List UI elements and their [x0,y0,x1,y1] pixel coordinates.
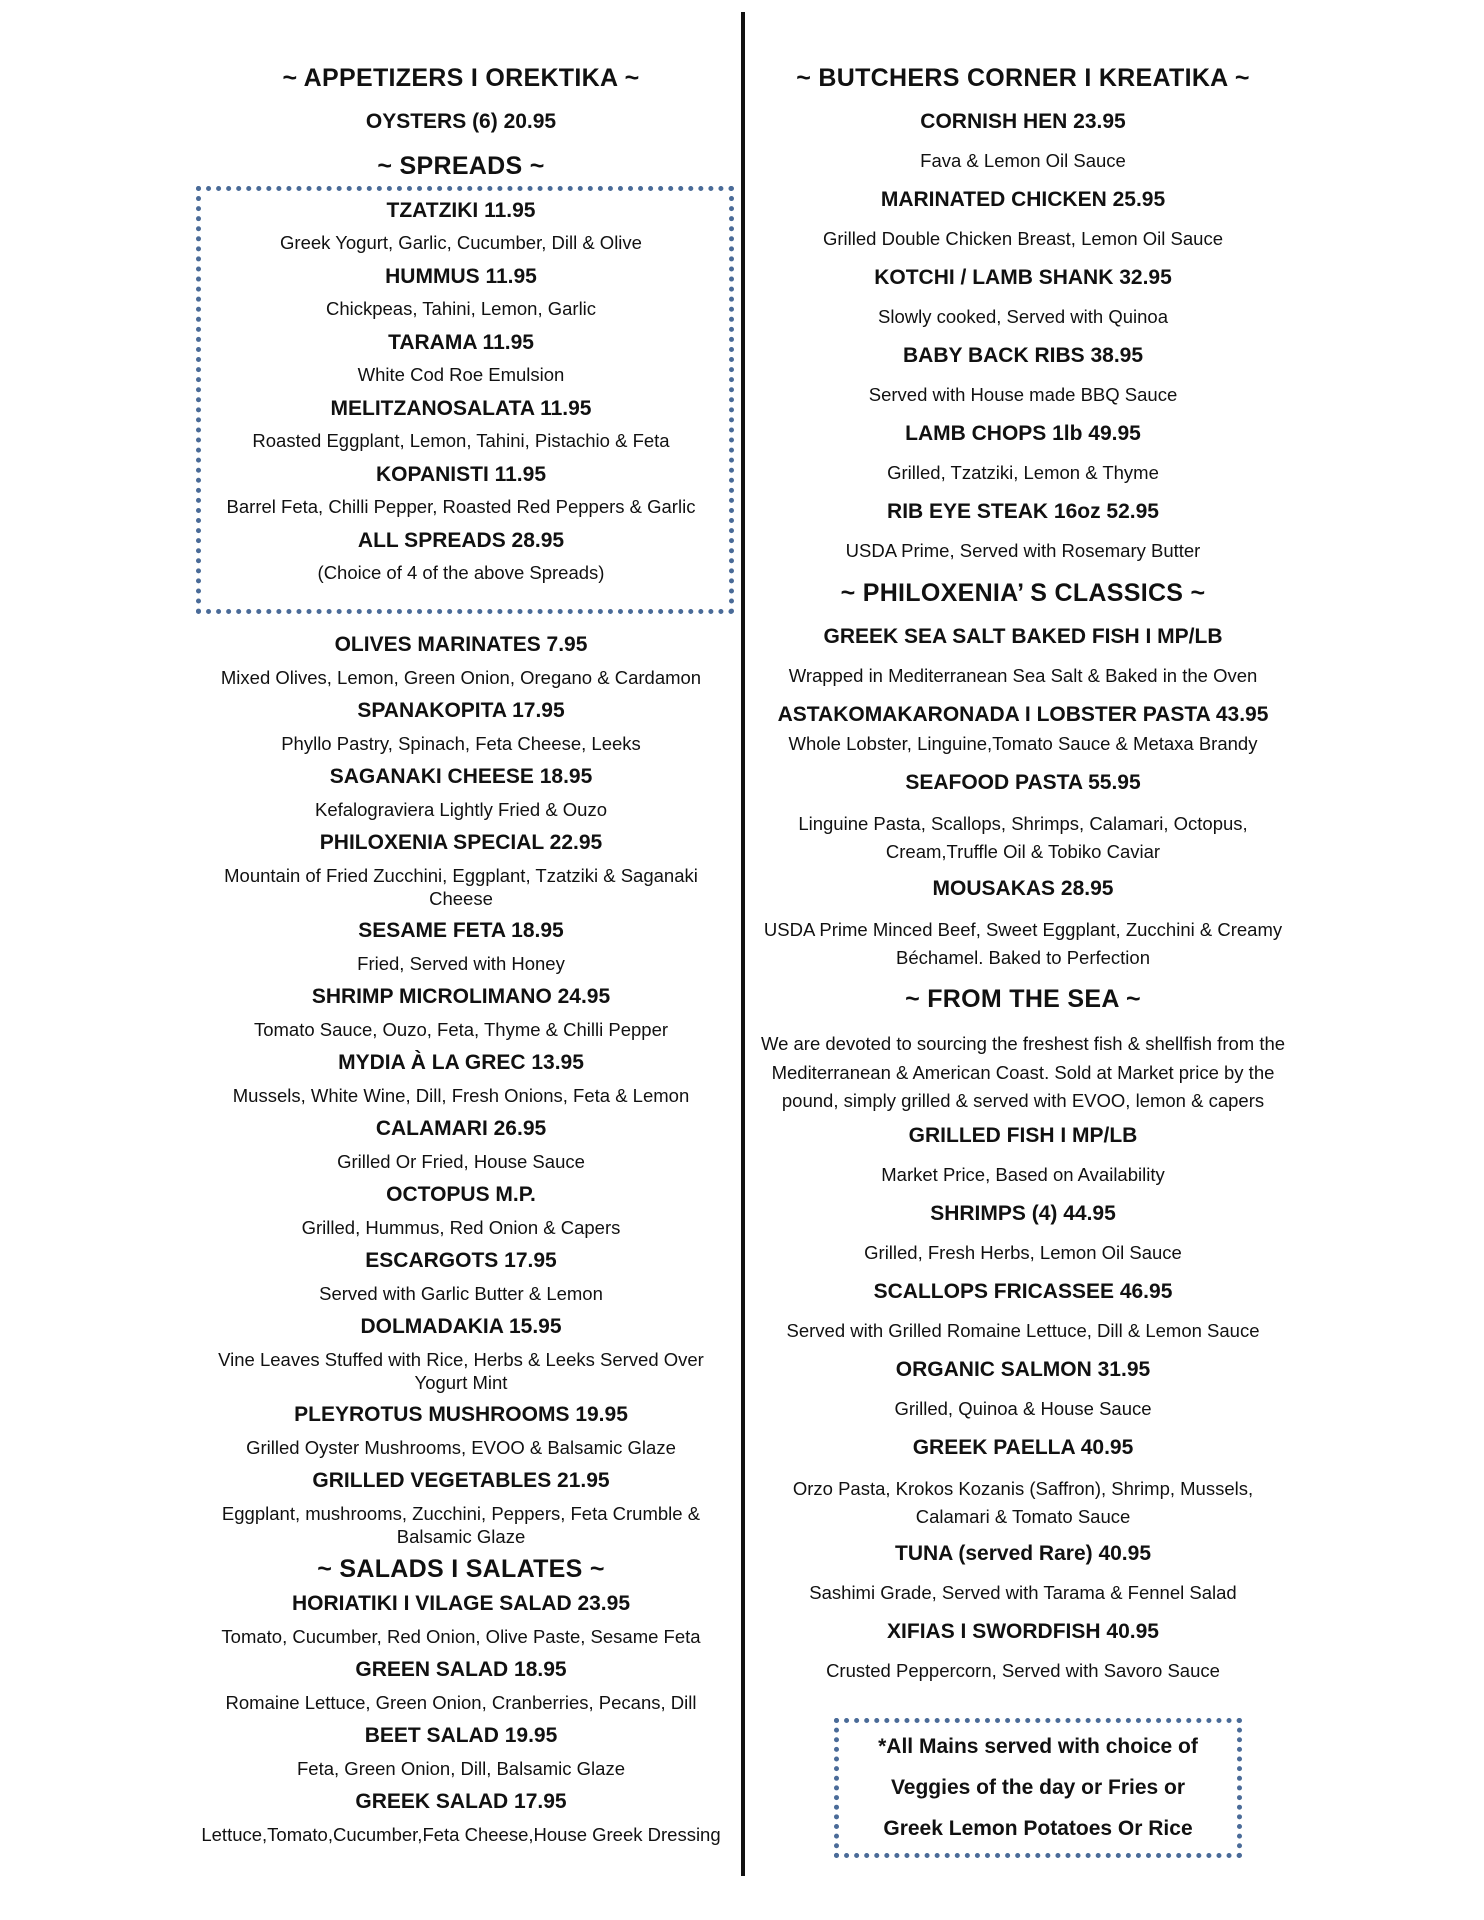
spread-name: TZATZIKI 11.95 [386,199,536,222]
salad-desc: Feta, Green Onion, Dill, Balsamic Glaze [297,1758,625,1779]
sea-item-name: ORGANIC SALMON 31.95 [895,1358,1151,1381]
salad-name: HORIATIKI I VILAGE SALAD 23.95 [292,1592,630,1615]
sea-item-desc: Sashimi Grade, Served with Tarama & Fennel Salad [809,1582,1237,1603]
butcher-item-name: BABY BACK RIBS 38.95 [902,344,1144,367]
sea-item-name: TUNA (served Rare) 40.95 [895,1542,1151,1565]
menu-item-desc: Grilled Or Fried, House Sauce [337,1151,585,1172]
sea-item-desc: Market Price, Based on Availability [881,1164,1165,1185]
sea-item-desc: Crusted Peppercorn, Served with Savoro Sauce [826,1660,1220,1681]
butcher-item-name: CORNISH HEN 23.95 [920,110,1126,133]
classic-item-name: SEAFOOD PASTA 55.95 [905,771,1141,794]
classic-item-desc: USDA Prime Minced Beef, Sweet Eggplant, Zucchini & Creamy Béchamel. Baked to Perfection [763,919,1283,968]
salad-name: GREEK SALAD 17.95 [355,1790,567,1813]
butcher-item-name: LAMB CHOPS 1lb 49.95 [905,422,1141,445]
menu-item-name: PLEYROTUS MUSHROOMS 19.95 [294,1403,628,1426]
sea-item-name: GREEK PAELLA 40.95 [912,1436,1134,1459]
sea-item-desc: Orzo Pasta, Krokos Kozanis (Saffron), Shrimp, Mussels, Calamari & Tomato Sauce [792,1478,1254,1527]
classic-item-name: ASTAKOMAKARONADA I LOBSTER PASTA 43.95 [777,703,1269,726]
butcher-item-desc: Fava & Lemon Oil Sauce [920,150,1126,171]
menu-item-desc: Grilled, Hummus, Red Onion & Capers [301,1217,621,1238]
menu-item-name: SAGANAKI CHEESE 18.95 [329,765,593,788]
butcher-item-desc: Grilled Double Chicken Breast, Lemon Oil Sauce [823,228,1223,249]
menu-item-desc: Tomato Sauce, Ouzo, Feta, Thyme & Chilli Pepper [253,1019,669,1040]
sea-intro: We are devoted to sourcing the freshest fish & shellfish from the Mediterranean & American Coast. Sold at Market price by the pound, simply grilled & served with EVOO, lemon & capers [760,1033,1286,1111]
menu-item-name: SPANAKOPITA 17.95 [357,699,565,722]
sea-item-name: GRILLED FISH I MP/LB [908,1124,1138,1147]
sea-header: ~ FROM THE SEA ~ [905,985,1141,1013]
menu-item-desc: Kefalograviera Lightly Fried & Ouzo [314,799,608,820]
spreads-header: ~ SPREADS ~ [377,152,545,180]
salad-desc: Romaine Lettuce, Green Onion, Cranberries, Pecans, Dill [225,1692,697,1713]
menu-item-name: DOLMADAKIA 15.95 [360,1315,562,1338]
menu-item-desc: Mussels, White Wine, Dill, Fresh Onions, Feta & Lemon [232,1085,690,1106]
butcher-item-desc: Slowly cooked, Served with Quinoa [878,306,1168,327]
menu-item-desc: Served with Garlic Butter & Lemon [319,1283,603,1304]
menu-item-desc: Vine Leaves Stuffed with Rice, Herbs & Leeks Served Over Yogurt Mint [218,1349,704,1393]
mains-note-line: *All Mains served with choice of [878,1735,1198,1758]
menu-item-name: PHILOXENIA SPECIAL 22.95 [319,831,603,854]
classic-item-desc: Whole Lobster, Linguine,Tomato Sauce & Metaxa Brandy [788,733,1258,754]
menu-item-name: GRILLED VEGETABLES 21.95 [312,1469,610,1492]
butchers-header: ~ BUTCHERS CORNER I KREATIKA ~ [796,64,1250,92]
spread-name: TARAMA 11.95 [388,331,534,354]
butcher-item-desc: Grilled, Tzatziki, Lemon & Thyme [887,462,1159,483]
salad-desc: Tomato, Cucumber, Red Onion, Olive Paste, Sesame Feta [221,1626,701,1647]
classics-header: ~ PHILOXENIA’ S CLASSICS ~ [840,579,1206,607]
spread-name: HUMMUS 11.95 [385,265,537,288]
item-oysters: OYSTERS (6) 20.95 [365,110,557,133]
salad-desc: Lettuce,Tomato,Cucumber,Feta Cheese,House Greek Dressing [201,1824,721,1845]
column-divider [741,12,745,1876]
menu-item-name: CALAMARI 26.95 [375,1117,547,1140]
mains-note-line: Greek Lemon Potatoes Or Rice [883,1817,1193,1840]
spread-desc: Barrel Feta, Chilli Pepper, Roasted Red Peppers & Garlic [226,496,696,517]
sea-item-desc: Grilled, Fresh Herbs, Lemon Oil Sauce [864,1242,1182,1263]
sea-item-desc: Served with Grilled Romaine Lettuce, Dill & Lemon Sauce [786,1320,1260,1341]
spread-name: KOPANISTI 11.95 [375,463,547,486]
mains-note [834,1726,1242,1849]
spread-desc: Chickpeas, Tahini, Lemon, Garlic [325,298,597,319]
butcher-item-desc: USDA Prime, Served with Rosemary Butter [845,540,1201,561]
menu-item-name: SHRIMP MICROLIMANO 24.95 [311,985,611,1008]
menu-item-desc: Grilled Oyster Mushrooms, EVOO & Balsamic Glaze [246,1437,676,1458]
menu-item-name: OCTOPUS M.P. [386,1183,536,1206]
spread-desc: Roasted Eggplant, Lemon, Tahini, Pistachio & Feta [252,430,670,451]
sea-item-name: SCALLOPS FRICASSEE 46.95 [873,1280,1173,1303]
menu-item-desc: Phyllo Pastry, Spinach, Feta Cheese, Leeks [281,733,641,754]
salads-header: ~ SALADS I SALATES ~ [317,1555,605,1583]
butcher-item-name: RIB EYE STEAK 16oz 52.95 [887,500,1159,523]
butcher-item-desc: Served with House made BBQ Sauce [868,384,1178,405]
menu-item-name: SESAME FETA 18.95 [358,919,564,942]
classic-item-desc: Wrapped in Mediterranean Sea Salt & Baked in the Oven [788,665,1258,686]
spread-name: ALL SPREADS 28.95 [357,529,565,552]
classic-item-name: MOUSAKAS 28.95 [932,877,1114,900]
spread-name: MELITZANOSALATA 11.95 [330,397,592,420]
sea-item-name: SHRIMPS (4) 44.95 [930,1202,1116,1225]
appetizers-header: ~ APPETIZERS I OREKTIKA ~ [282,64,640,92]
menu-item-desc: Fried, Served with Honey [357,953,565,974]
menu-item-name: MYDIA À LA GREC 13.95 [338,1051,584,1074]
butcher-item-name: MARINATED CHICKEN 25.95 [880,188,1166,211]
menu-item-name: ESCARGOTS 17.95 [365,1249,557,1272]
menu-item-desc: Mountain of Fried Zucchini, Eggplant, Tzatziki & Saganaki Cheese [224,865,698,909]
mains-note-line: Veggies of the day or Fries or [890,1776,1186,1799]
menu-item-name: OLIVES MARINATES 7.95 [334,633,588,656]
spread-desc: White Cod Roe Emulsion [357,364,565,385]
spread-desc: (Choice of 4 of the above Spreads) [317,562,605,583]
menu-item-desc: Eggplant, mushrooms, Zucchini, Peppers, Feta Crumble & Balsamic Glaze [221,1503,701,1547]
butcher-item-name: KOTCHI / LAMB SHANK 32.95 [874,266,1172,289]
menu-item-desc: Mixed Olives, Lemon, Green Onion, Oregano & Cardamon [220,667,702,688]
salad-name: BEET SALAD 19.95 [364,1724,558,1747]
sea-item-desc: Grilled, Quinoa & House Sauce [894,1398,1152,1419]
classic-item-desc: Linguine Pasta, Scallops, Shrimps, Calamari, Octopus, Cream,Truffle Oil & Tobiko Caviar [798,813,1248,862]
salad-name: GREEN SALAD 18.95 [355,1658,567,1681]
sea-item-name: XIFIAS I SWORDFISH 40.95 [887,1620,1159,1643]
classic-item-name: GREEK SEA SALT BAKED FISH I MP/LB [823,625,1223,648]
spread-desc: Greek Yogurt, Garlic, Cucumber, Dill & Olive [280,232,642,253]
